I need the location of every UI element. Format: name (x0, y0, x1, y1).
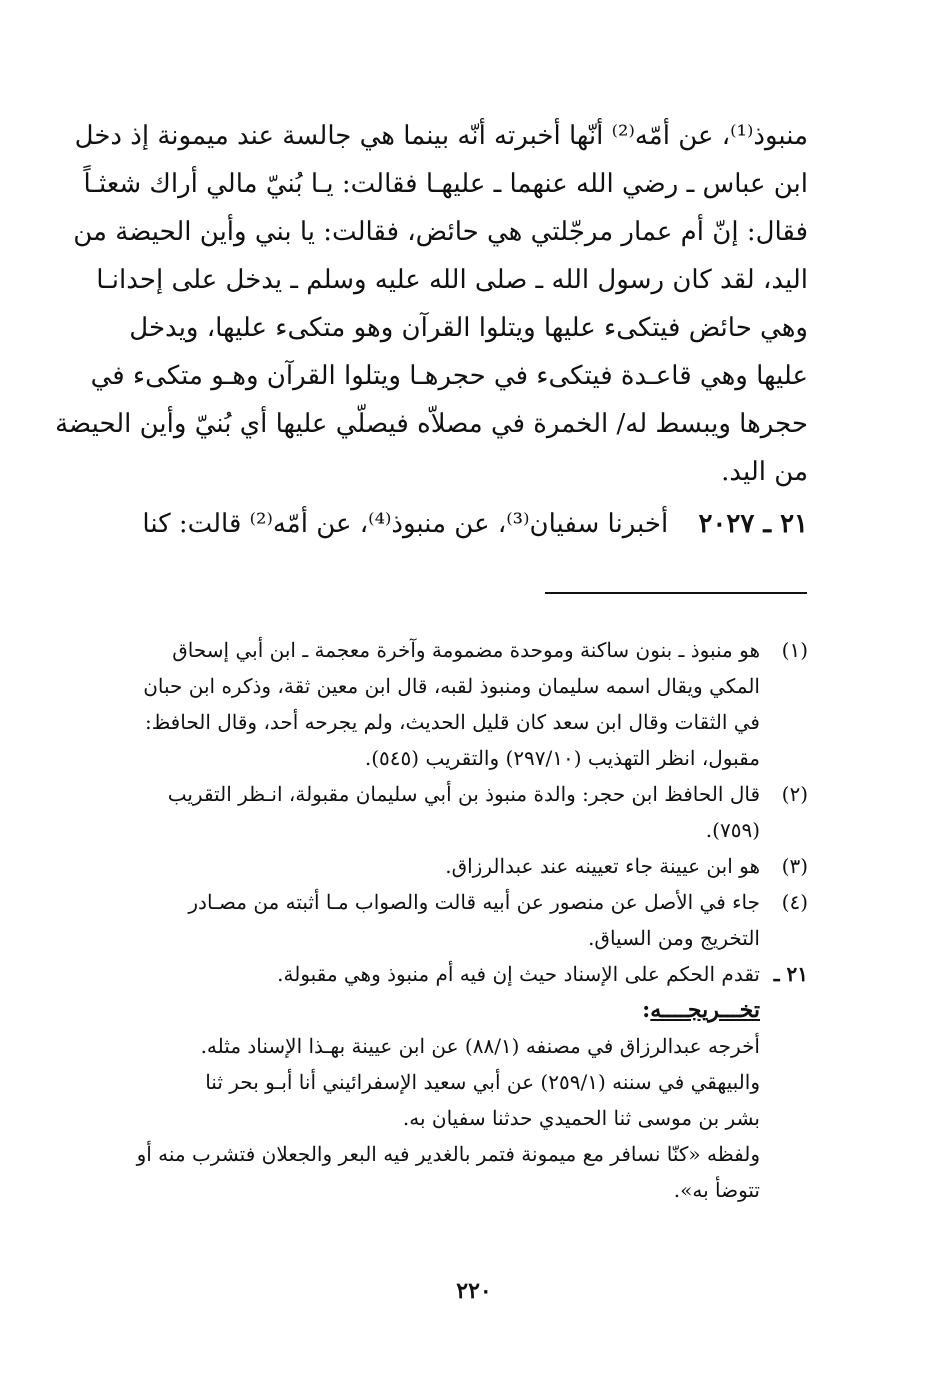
takhrij-line: والبيهقي في سننه (٢٥٩/١) عن أبي سعيد الإسفرائيني أنا أبـو بحر ثنا (205, 1070, 760, 1094)
footnote-number: (١) (781, 638, 808, 662)
main-text (55, 112, 808, 496)
footnote-number: (٢) (781, 782, 808, 806)
hadith-start (136, 500, 808, 548)
footnote-body (108, 632, 760, 776)
footnote-line: قال الحافظ ابن حجر: والدة منبوذ بن أبي سليمان مقبولة، انـظر التقريب (167, 782, 760, 806)
hadith-number: ٢١ ـ ٢٠٢٧ (698, 509, 808, 539)
takhrij-heading (108, 992, 760, 1028)
main-text-line: منبوذ⁽¹⁾، عن أمّه⁽²⁾ أنّها أخبرته أنّه بينما هي جالسة عند ميمونة إذ دخل (74, 121, 808, 151)
footnote-line: مقبول، انظر التهذيب (٢٩٧/١٠) والتقريب (٥٤٥). (364, 746, 760, 770)
takhrij-line: بشر بن موسى ثنا الحميدي حدثنا سفيان به. (402, 1106, 760, 1130)
footnote-line: (٧٥٩). (705, 818, 760, 842)
footnote-line: التخريج ومن السياق. (588, 926, 760, 950)
takhrij-line: تتوضأ به». (673, 1178, 760, 1202)
footnote (108, 632, 808, 776)
footnotes (108, 632, 808, 1208)
takhrij-line: أخرجه عبدالرزاق في مصنفه (٨٨/١) عن ابن عيينة بهـذا الإسناد مثله. (200, 1034, 760, 1058)
takhrij-title: تخـــريجــــه (650, 997, 760, 1023)
footnote-number: (٣) (781, 854, 808, 878)
isnad-judgment (108, 956, 808, 992)
main-text-line: عليها وهي قاعـدة فيتكىء في حجرهـا ويتلوا القرآن وهـو متكىء في (90, 361, 808, 391)
footnote (108, 776, 808, 848)
footnote-line: هو منبوذ ـ بنون ساكنة وموحدة مضمومة وآخرة معجمة ـ ابن أبي إسحاق (172, 638, 760, 662)
footnote-line: جاء في الأصل عن منصور عن أبيه قالت والصواب مـا أثبته من مصـادر (188, 890, 760, 914)
footnote-line: المكي ويقال اسمه سليمان ومنبوذ لقبه، قال ابن معين ثقة، وذكره ابن حبان (143, 674, 760, 698)
main-text-line: ابن عباس ـ رضي الله عنهما ـ عليهـا فقالت: يـا بُنيّ مالي أراك شعثـاً (83, 169, 808, 199)
footnote-body (108, 848, 760, 884)
main-text-line: وهي حائض فيتكىء عليها ويتلوا القرآن وهو متكىء عليها، ويدخل (129, 313, 808, 343)
takhrij-colon: : (642, 997, 651, 1023)
footnote-number: (٤) (781, 890, 808, 914)
hadith-text: أخبرنا سفيان⁽³⁾، عن منبوذ⁽⁴⁾، عن أمّه⁽²⁾ قالت: كنا (142, 509, 669, 539)
footnote-body (108, 776, 760, 848)
page-number: ٢٢٠ (456, 1278, 492, 1304)
main-text-line: من اليد. (721, 457, 808, 487)
main-text-line: اليد، لقد كان رسول الله ـ صلى الله عليه وسلم ـ يدخل على إحدانـا (96, 265, 808, 295)
judgment-number: ٢١ ـ (773, 962, 808, 986)
judgment-text: تقدم الحكم على الإسناد حيث إن فيه أم منبوذ وهي مقبولة. (277, 962, 760, 986)
footnote-body (108, 884, 760, 956)
takhrij-line: ولفظه «كنّا نسافر مع ميمونة فتمر بالغدير فيه البعر والجعلان فتشرب منه أو (136, 1142, 760, 1166)
footnote (108, 848, 808, 884)
takhrij-body (108, 1028, 760, 1208)
main-text-line: فقال: إنّ أم عمار مرجّلتي هي حائض، فقالت: يا بني وأين الحيضة من (73, 217, 808, 247)
main-text-line: حجرها ويبسط له/ الخمرة في مصلاّه فيصلّي عليها أي بُنيّ وأين الحيضة (55, 409, 808, 439)
footnote-line: في الثقات وقال ابن سعد كان قليل الحديث، ولم يجرحه أحد، وقال الحافظ: (144, 710, 760, 734)
footnote-divider (545, 592, 807, 594)
footnote (108, 884, 808, 956)
footnote-line: هو ابن عيينة جاء تعيينه عند عبدالرزاق. (445, 854, 760, 878)
